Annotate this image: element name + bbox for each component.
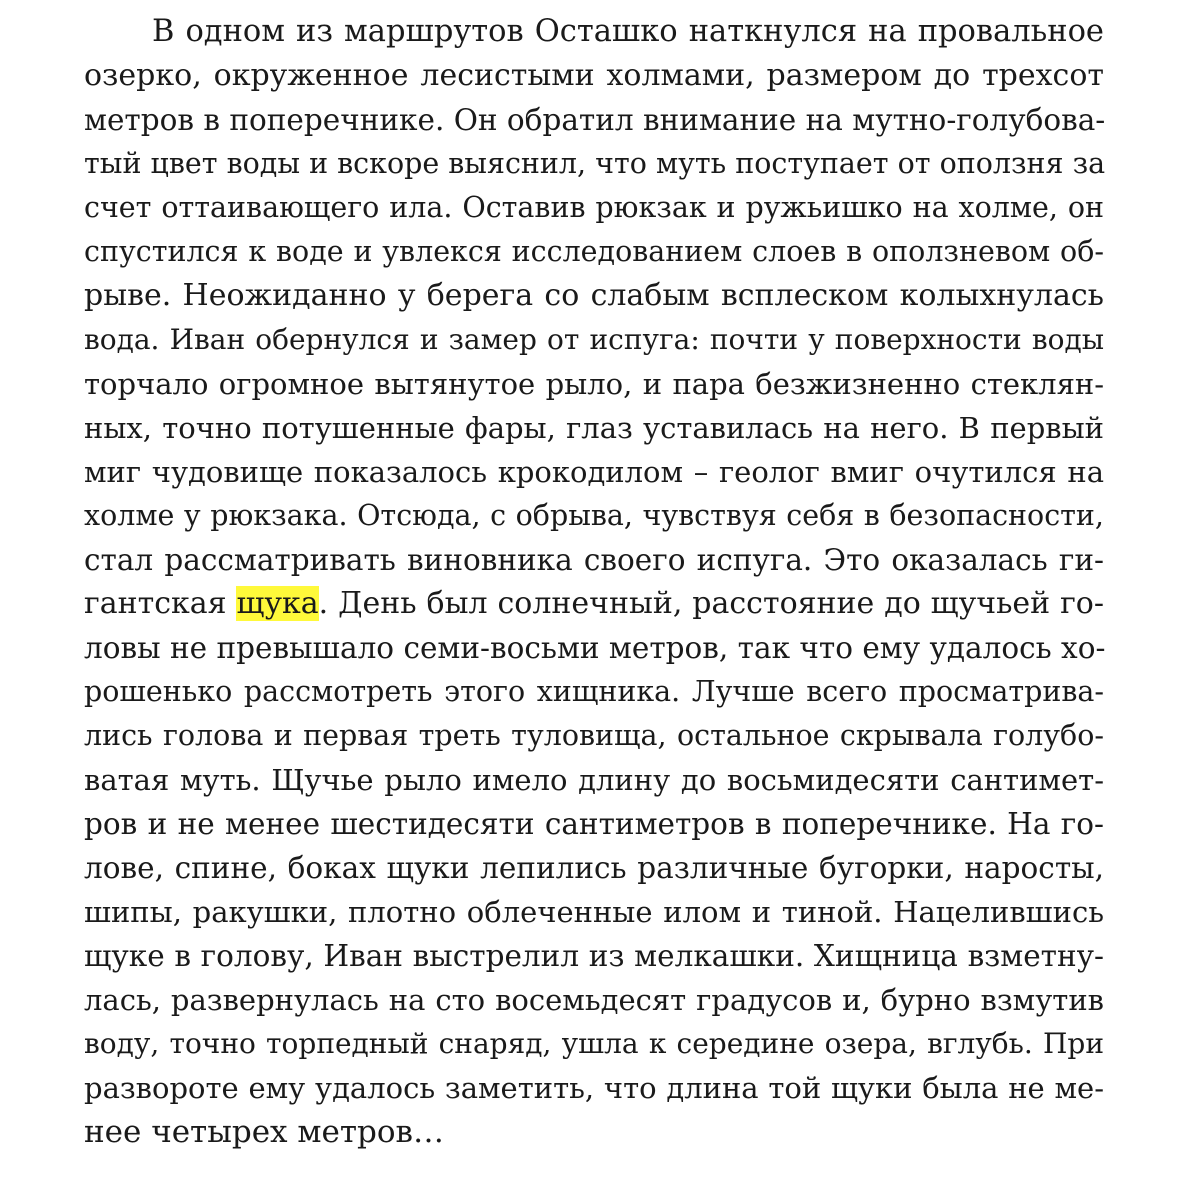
text-line: холме у рюкзака. Отсюда, с обрыва, чувствуя себя в безопасности,: [84, 499, 1104, 532]
text-line: счет оттаивающего ила. Оставив рюкзак и ружьишко на холме, он: [84, 191, 1104, 224]
cut-off-next-line: [152, 1165, 952, 1179]
text-line: лове, спине, боках щуки лепились различные бугорки, наросты,: [84, 851, 1104, 885]
text-segment: гантская: [84, 586, 237, 621]
text-line-with-highlight: [84, 582, 1104, 626]
highlighted-word[interactable]: щука: [236, 586, 319, 621]
text-line: миг чудовище показалось крокодилом – геолог вмиг очутился на: [84, 455, 1104, 489]
text-line: шипы, ракушки, плотно облеченные илом и тиной. Нацелившись: [84, 895, 1104, 929]
text-line: торчало огромное вытянутое рыло, и пара безжизненно стеклян-: [84, 367, 1104, 401]
text-line: тый цвет воды и вскоре выяснил, что муть поступает от оползня за: [84, 147, 1106, 180]
text-line: ватая муть. Щучье рыло имело длину до восьмидесяти сантимет-: [84, 763, 1104, 797]
text-line: лась, развернулась на сто восемьдесят градусов и, бурно взмутив: [84, 983, 1104, 1017]
text-line: вода. Иван обернулся и замер от испуга: почти у поверхности воды: [84, 323, 1104, 356]
text-line: рошенько рассмотреть этого хищника. Лучше всего просматрива-: [84, 675, 1104, 708]
text-line: ров и не менее шестидесяти сантиметров в поперечнике. На го-: [84, 807, 1104, 841]
text-line: В одном из маршрутов Осташко наткнулся на провальное: [152, 14, 1104, 49]
text-line: ных, точно потушенные фары, глаз уставилась на него. В первый: [84, 411, 1104, 445]
text-line: лись голова и первая треть туловища, остальное скрывала голубо-: [84, 719, 1104, 752]
text-line: рыве. Неожиданно у берега со слабым всплеском колыхнулась: [84, 278, 1104, 313]
text-line: спустился к воде и увлекся исследованием слоев в оползневом об-: [84, 235, 1104, 268]
text-line: нее четырех метров…: [84, 1114, 444, 1150]
text-line: озерко, окруженное лесистыми холмами, размером до трехсот: [84, 58, 1104, 93]
text-line: ловы не превышало семи-восьми метров, так что ему удалось хо-: [84, 631, 1106, 665]
text-line: развороте ему удалось заметить, что длина той щуки была не ме-: [84, 1071, 1104, 1105]
text-line: щуке в голову, Иван выстрелил из мелкашки. Хищница взметну-: [84, 939, 1104, 973]
text-line: воду, точно торпедный снаряд, ушла к середине озера, вглубь. При: [84, 1027, 1104, 1060]
text-line: метров в поперечнике. Он обратил внимание на мутно-голубова-: [84, 103, 1106, 137]
text-line: стал рассматривать виновника своего испуга. Это оказалась ги-: [84, 543, 1104, 577]
text-segment: . День был солнечный, расстояние до щучьей го-: [318, 586, 1104, 621]
